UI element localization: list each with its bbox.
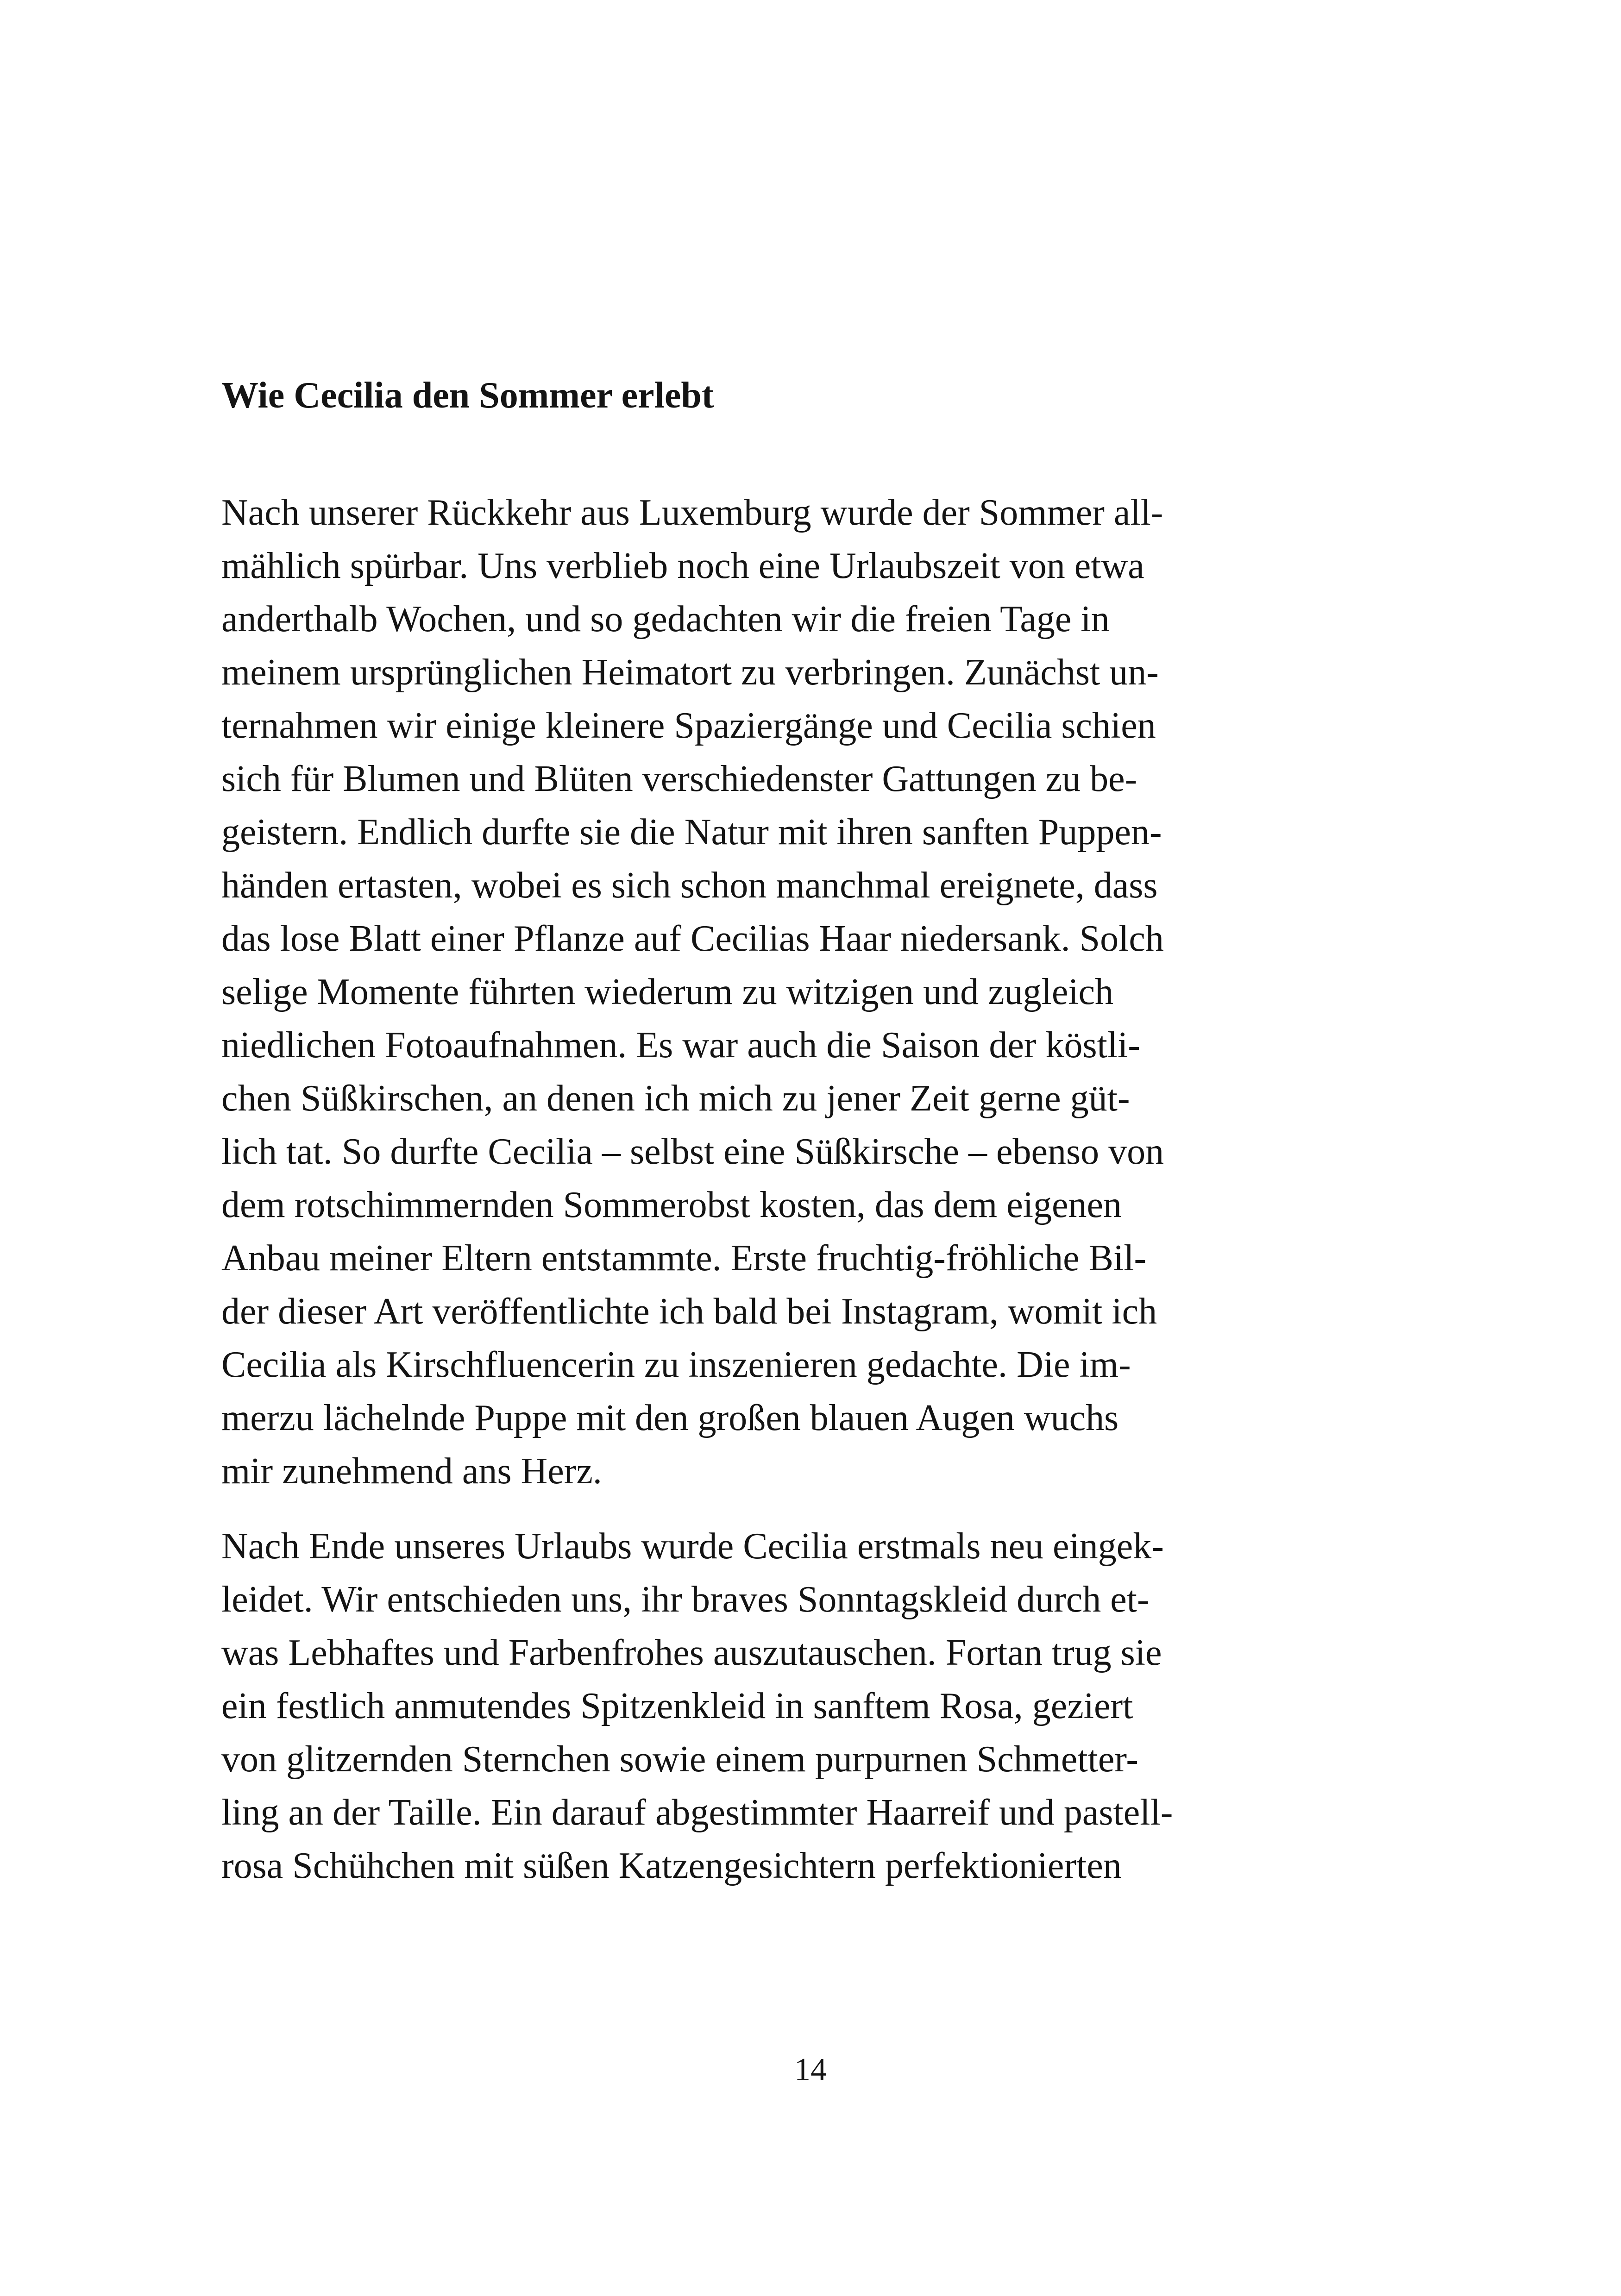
text-line: chen Süßkirschen, an denen ich mich zu jener Zeit gerne güt-: [221, 1078, 1130, 1119]
text-line: mir zunehmend ans Herz.: [221, 1451, 602, 1492]
text-line: rosa Schühchen mit süßen Katzengesichtern perfektionierten: [221, 1845, 1122, 1886]
text-line: Anbau meiner Eltern entstammte. Erste fruchtig-fröhliche Bil-: [221, 1238, 1147, 1279]
text-line: Nach Ende unseres Urlaubs wurde Cecilia erstmals neu eingek-: [221, 1526, 1164, 1567]
text-line: leidet. Wir entschieden uns, ihr braves Sonntagskleid durch et-: [221, 1579, 1150, 1620]
text-line: anderthalb Wochen, und so gedachten wir die freien Tage in: [221, 599, 1110, 640]
text-line: von glitzernden Sternchen sowie einem purpurnen Schmetter-: [221, 1739, 1138, 1780]
text-line: geistern. Endlich durfte sie die Natur mit ihren sanften Puppen-: [221, 812, 1162, 853]
text-line: lich tat. So durfte Cecilia – selbst eine Süßkirsche – ebenso von: [221, 1131, 1164, 1172]
text-line: niedlichen Fotoaufnahmen. Es war auch die Saison der köstli-: [221, 1025, 1140, 1066]
text-line: Cecilia als Kirschfluencerin zu inszenieren gedachte. Die im-: [221, 1344, 1131, 1385]
chapter-title: Wie Cecilia den Sommer erlebt: [221, 375, 714, 416]
text-line: ein festlich anmutendes Spitzenkleid in sanftem Rosa, geziert: [221, 1686, 1133, 1726]
text-line: selige Momente führten wiederum zu witzigen und zugleich: [221, 972, 1114, 1012]
text-line: Nach unserer Rückkehr aus Luxemburg wurde der Sommer all-: [221, 492, 1163, 533]
paragraph: [221, 1520, 1173, 1893]
text-line: das lose Blatt einer Pflanze auf Cecilias Haar niedersank. Solch: [221, 918, 1164, 959]
text-line: dem rotschimmernden Sommerobst kosten, das dem eigenen: [221, 1185, 1122, 1225]
text-line: ternahmen wir einige kleinere Spaziergänge und Cecilia schien: [221, 705, 1156, 746]
text-line: was Lebhaftes und Farbenfrohes auszutauschen. Fortan trug sie: [221, 1632, 1162, 1673]
text-line: mählich spürbar. Uns verblieb noch eine Urlaubszeit von etwa: [221, 546, 1144, 586]
text-line: händen ertasten, wobei es sich schon manchmal ereignete, dass: [221, 865, 1158, 906]
page-number: 14: [794, 2052, 827, 2088]
text-line: sich für Blumen und Blüten verschiedenster Gattungen zu be-: [221, 759, 1137, 799]
text-line: merzu lächelnde Puppe mit den großen blauen Augen wuchs: [221, 1398, 1119, 1438]
text-line: ling an der Taille. Ein darauf abgestimmter Haarreif und pastell-: [221, 1792, 1173, 1833]
paragraph: [221, 486, 1164, 1498]
text-line: meinem ursprünglichen Heimatort zu verbringen. Zunächst un-: [221, 652, 1159, 693]
text-line: der dieser Art veröffentlichte ich bald bei Instagram, womit ich: [221, 1291, 1157, 1332]
